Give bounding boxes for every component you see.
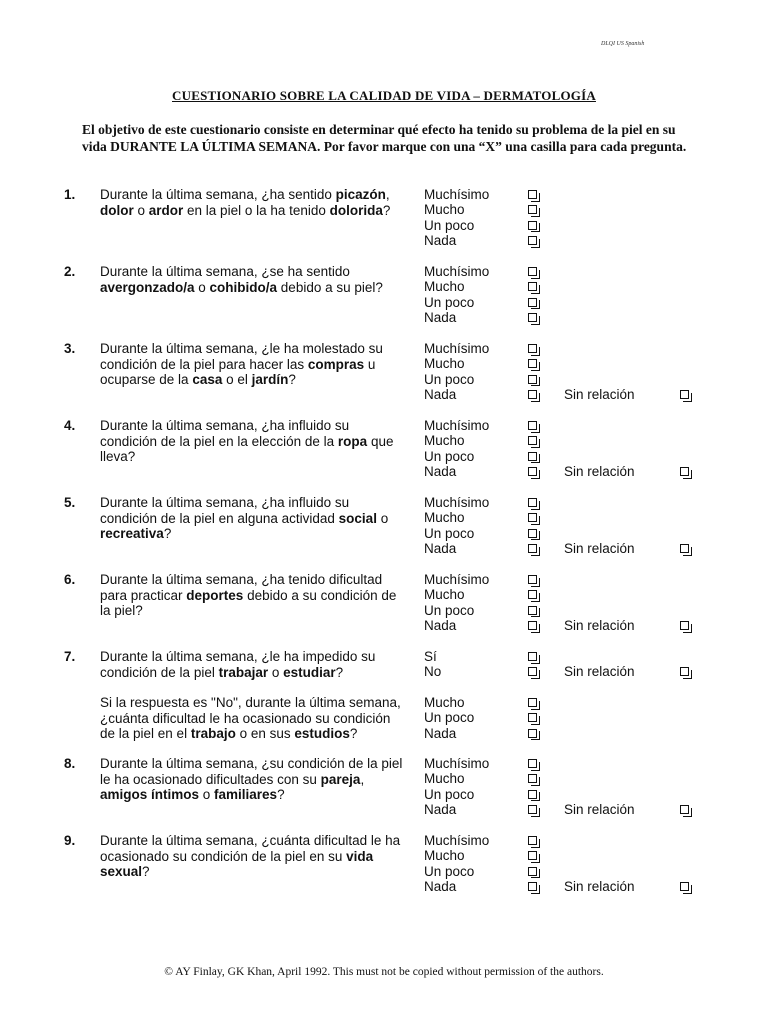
answer-label: Mucho <box>424 848 465 864</box>
not-relevant-option <box>564 802 635 817</box>
answer-checkbox[interactable] <box>528 436 537 445</box>
answer-label: Un poco <box>424 371 475 387</box>
answer-label: Nada <box>424 618 457 634</box>
answer-label: Muchísimo <box>424 756 490 771</box>
answer-checkbox[interactable] <box>528 190 537 199</box>
not-relevant-checkbox[interactable] <box>680 882 689 891</box>
answer-label: Nada <box>424 310 457 326</box>
not-relevant-option <box>564 387 635 402</box>
answer-checkbox[interactable] <box>528 713 537 722</box>
question-number: 2. <box>64 264 76 279</box>
answer-label: Muchísimo <box>424 341 490 356</box>
answer-label: Nada <box>424 387 457 403</box>
answer-checkbox[interactable] <box>528 805 537 814</box>
answer-checkbox[interactable] <box>528 529 537 538</box>
answer-label: Nada <box>424 879 457 895</box>
question-text: Durante la última semana, ¿ha sentido picazón, dolor o ardor en la piel o la ha tenido dolorida? <box>100 187 391 218</box>
question-number: 1. <box>64 187 76 202</box>
answer-checkbox[interactable] <box>528 774 537 783</box>
question-number: 6. <box>64 572 76 587</box>
not-relevant-option <box>564 618 635 633</box>
answer-label: Mucho <box>424 356 465 372</box>
answer-label: Muchísimo <box>424 264 490 279</box>
answer-checkbox[interactable] <box>528 236 537 245</box>
answer-checkbox[interactable] <box>528 544 537 553</box>
answer-checkbox[interactable] <box>528 652 537 661</box>
page-title: CUESTIONARIO SOBRE LA CALIDAD DE VIDA – DERMATOLOGÍA <box>172 88 596 103</box>
question-text: Durante la última semana, ¿cuánta dificultad le ha ocasionado su condición de la piel en su vida sexual? <box>100 833 401 879</box>
answer-label: Un poco <box>424 525 475 541</box>
answer-checkbox[interactable] <box>528 421 537 430</box>
answer-label: Sí <box>424 649 437 664</box>
question-number: 8. <box>64 756 76 771</box>
not-relevant-option <box>564 541 635 556</box>
answer-checkbox[interactable] <box>528 867 537 876</box>
not-relevant-checkbox[interactable] <box>680 467 689 476</box>
answer-label: Un poco <box>424 294 475 310</box>
answer-label: Muchísimo <box>424 187 490 202</box>
answer-checkbox[interactable] <box>528 836 537 845</box>
answer-checkbox[interactable] <box>528 621 537 630</box>
answer-checkbox[interactable] <box>528 282 537 291</box>
answer-checkbox[interactable] <box>528 498 537 507</box>
answer-label: Un poco <box>424 863 475 879</box>
question-number: 7. <box>64 649 76 664</box>
answer-checkbox[interactable] <box>528 267 537 276</box>
question-number: 9. <box>64 833 76 848</box>
answer-label: Mucho <box>424 771 465 787</box>
answer-checkbox[interactable] <box>528 729 537 738</box>
not-relevant-label: Sin relación <box>564 387 635 403</box>
not-relevant-checkbox[interactable] <box>680 544 689 553</box>
answer-checkbox[interactable] <box>528 452 537 461</box>
form-version-tag: DLQI US Spanish <box>601 41 645 47</box>
not-relevant-option <box>564 664 635 679</box>
question-text: Durante la última semana, ¿le ha molestado su condición de la piel para hacer las compras u ocuparse de la casa o el jardín? <box>100 341 383 387</box>
not-relevant-label: Sin relación <box>564 618 635 634</box>
answer-checkbox[interactable] <box>528 375 537 384</box>
answer-label: Nada <box>424 233 457 249</box>
answer-label: Muchísimo <box>424 495 490 510</box>
question-number: 3. <box>64 341 76 356</box>
copyright-footer: © AY Finlay, GK Khan, April 1992. This must not be copied without permission of the authors. <box>164 966 604 978</box>
not-relevant-checkbox[interactable] <box>680 390 689 399</box>
answer-label: Mucho <box>424 279 465 295</box>
question-text: Durante la última semana, ¿se ha sentido avergonzado/a o cohibido/a debido a su piel? <box>100 264 383 295</box>
answer-checkbox[interactable] <box>528 759 537 768</box>
answer-checkbox[interactable] <box>528 851 537 860</box>
answer-label: Un poco <box>424 217 475 233</box>
answer-checkbox[interactable] <box>528 882 537 891</box>
answer-label: No <box>424 664 442 680</box>
answer-label: Un poco <box>424 448 475 464</box>
answer-checkbox[interactable] <box>528 313 537 322</box>
not-relevant-label: Sin relación <box>564 464 635 480</box>
answer-label: Mucho <box>424 510 465 526</box>
answer-label: Muchísimo <box>424 418 490 433</box>
answer-checkbox[interactable] <box>528 298 537 307</box>
answer-checkbox[interactable] <box>528 698 537 707</box>
not-relevant-label: Sin relación <box>564 664 635 680</box>
not-relevant-checkbox[interactable] <box>680 667 689 676</box>
answer-checkbox[interactable] <box>528 467 537 476</box>
answer-checkbox[interactable] <box>528 590 537 599</box>
question-text: Si la respuesta es "No", durante la última semana, ¿cuánta dificultad le ha ocasionado su condición de la piel en el trabajo o en sus estudios? <box>100 695 401 741</box>
answer-label: Mucho <box>424 202 465 218</box>
answer-label: Un poco <box>424 786 475 802</box>
answer-label: Muchísimo <box>424 833 490 848</box>
answer-checkbox[interactable] <box>528 359 537 368</box>
not-relevant-option <box>564 879 635 894</box>
question-number: 5. <box>64 495 76 510</box>
answer-label: Un poco <box>424 710 475 726</box>
answer-label: Nada <box>424 725 457 741</box>
answer-label: Nada <box>424 802 457 818</box>
answer-checkbox[interactable] <box>528 667 537 676</box>
answer-label: Un poco <box>424 602 475 618</box>
answer-label: Mucho <box>424 695 465 710</box>
answer-checkbox[interactable] <box>528 390 537 399</box>
question-text: Durante la última semana, ¿le ha impedido su condición de la piel trabajar o estudiar? <box>100 649 376 680</box>
answer-label: Mucho <box>424 587 465 603</box>
answer-label: Nada <box>424 464 457 480</box>
answer-label: Nada <box>424 541 457 557</box>
question-text: Durante la última semana, ¿ha influido su condición de la piel en alguna actividad social o recreativa? <box>100 495 389 541</box>
not-relevant-checkbox[interactable] <box>680 621 689 630</box>
answer-checkbox[interactable] <box>528 606 537 615</box>
not-relevant-label: Sin relación <box>564 879 635 895</box>
question-text: Durante la última semana, ¿ha influido su condición de la piel en la elección de la ropa que lleva? <box>100 418 394 464</box>
not-relevant-option <box>564 464 635 479</box>
answer-checkbox[interactable] <box>528 221 537 230</box>
question-text: Durante la última semana, ¿su condición de la piel le ha ocasionado dificultades con su pareja, amigos íntimos o familiares? <box>100 756 403 802</box>
not-relevant-label: Sin relación <box>564 802 635 818</box>
question-text: Durante la última semana, ¿ha tenido dificultad para practicar deportes debido a su condición de la piel? <box>100 572 397 618</box>
question-number: 4. <box>64 418 76 433</box>
answer-label: Muchísimo <box>424 572 490 587</box>
answer-checkbox[interactable] <box>528 790 537 799</box>
not-relevant-checkbox[interactable] <box>680 805 689 814</box>
answer-checkbox[interactable] <box>528 513 537 522</box>
answer-checkbox[interactable] <box>528 344 537 353</box>
not-relevant-label: Sin relación <box>564 541 635 557</box>
answer-label: Mucho <box>424 433 465 449</box>
answer-checkbox[interactable] <box>528 575 537 584</box>
instructions: El objetivo de este cuestionario consiste en determinar qué efecto ha tenido su problema de la piel en su vida DURANTE LA ÚLTIMA SEMANA. Por favor marque con una “X” una casilla para cada pregunta. <box>82 122 687 154</box>
answer-checkbox[interactable] <box>528 205 537 214</box>
